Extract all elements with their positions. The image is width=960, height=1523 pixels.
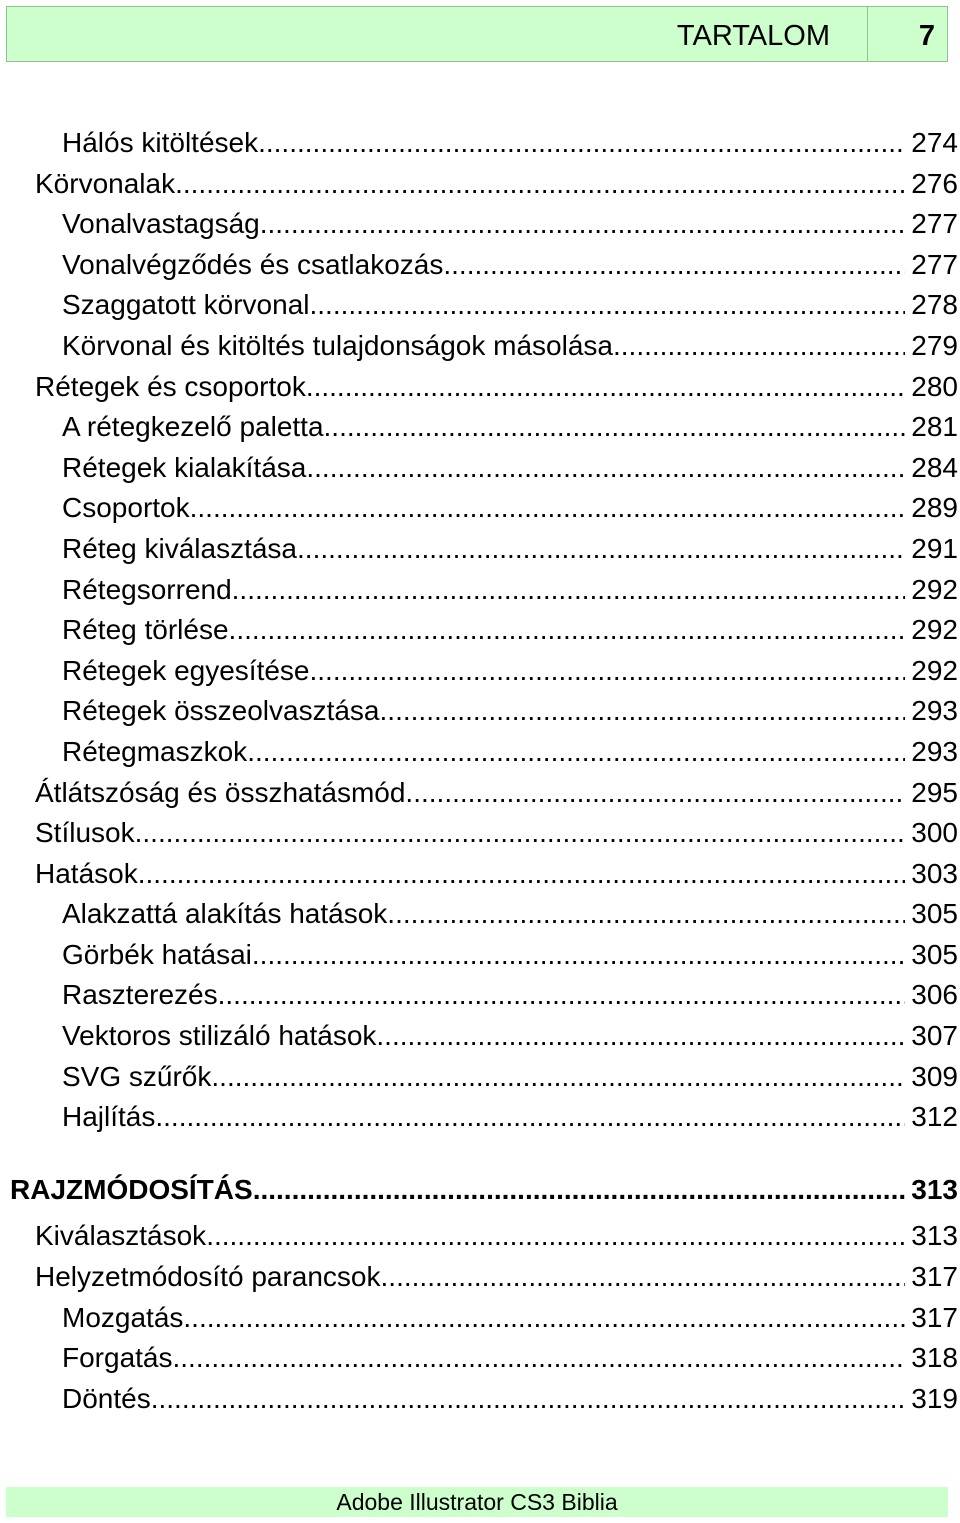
toc-entry-title: Helyzetmódosító parancsok — [35, 1261, 381, 1293]
toc-dot-leader — [206, 1216, 905, 1256]
toc-entry-title: Átlátszóság és összhatásmód — [35, 776, 406, 808]
toc-entry-page: 305 — [911, 898, 958, 930]
toc-subsection-entry[interactable] — [0, 1338, 958, 1379]
toc-subsection-entry[interactable] — [0, 204, 958, 245]
toc-entry-page: 317 — [911, 1261, 958, 1293]
toc-entry-title: Vonalvégződés és csatlakozás — [62, 248, 444, 280]
toc-entry-page: 307 — [911, 1020, 958, 1052]
toc-entry-page: 289 — [911, 492, 958, 524]
toc-entry-title: Rétegsorrend — [62, 573, 232, 605]
footer-text: Adobe Illustrator CS3 Biblia — [336, 1489, 618, 1515]
toc-entry-page: 277 — [911, 248, 958, 280]
toc-entry-page: 313 — [911, 1220, 958, 1252]
toc-entry-title: Körvonalak — [35, 167, 176, 199]
toc-section-entry[interactable] — [0, 773, 958, 814]
toc-entry-title: Rétegek összeolvasztása — [62, 695, 380, 727]
toc-dot-leader — [297, 529, 905, 569]
toc-entry-title: Raszterezés — [62, 979, 218, 1011]
toc-dot-leader — [211, 1057, 905, 1097]
page-footer — [6, 1487, 948, 1517]
toc-dot-leader — [306, 448, 905, 488]
toc-entry-title: Vektoros stilizáló hatások — [62, 1020, 377, 1052]
toc-subsection-entry[interactable] — [0, 1298, 958, 1339]
toc-entry-title: Körvonal és kitöltés tulajdonságok másolása — [62, 329, 613, 361]
page-header — [6, 6, 948, 62]
toc-section-entry[interactable] — [0, 367, 958, 408]
toc-subsection-entry[interactable] — [0, 1097, 958, 1138]
toc-entry-page: 292 — [911, 573, 958, 605]
toc-entry-page: 317 — [911, 1301, 958, 1333]
toc-subsection-entry[interactable] — [0, 1057, 958, 1098]
toc-subsection-entry[interactable] — [0, 407, 958, 448]
toc-entry-page: 313 — [911, 1173, 958, 1205]
toc-subsection-entry[interactable] — [0, 935, 958, 976]
toc-entry-title: RAJZMÓDOSÍTÁS — [10, 1173, 253, 1205]
toc-dot-leader — [175, 164, 905, 204]
toc-section-entry[interactable] — [0, 1216, 958, 1257]
toc-entry-page: 293 — [911, 695, 958, 727]
toc-subsection-entry[interactable] — [0, 326, 958, 367]
toc-dot-leader — [306, 367, 905, 407]
toc-subsection-entry[interactable] — [0, 975, 958, 1016]
table-of-contents — [0, 123, 960, 1419]
toc-section-entry[interactable] — [0, 164, 958, 205]
toc-entry-title: Szaggatott körvonal — [62, 289, 310, 321]
toc-entry-page: 276 — [911, 167, 958, 199]
toc-dot-leader — [381, 1257, 906, 1297]
header-divider — [867, 7, 868, 61]
toc-entry-title: Rétegek egyesítése — [62, 654, 310, 686]
toc-entry-page: 303 — [911, 857, 958, 889]
toc-section-entry[interactable] — [0, 1257, 958, 1298]
toc-entry-page: 292 — [911, 654, 958, 686]
toc-entry-title: Döntés — [62, 1382, 151, 1414]
toc-dot-leader — [613, 326, 905, 366]
toc-entry-page: 318 — [911, 1342, 958, 1374]
toc-entry-page: 293 — [911, 735, 958, 767]
toc-subsection-entry[interactable] — [0, 570, 958, 611]
toc-subsection-entry[interactable] — [0, 285, 958, 326]
toc-entry-page: 295 — [911, 776, 958, 808]
toc-entry-page: 306 — [911, 979, 958, 1011]
header-title: TARTALOM — [676, 20, 830, 52]
toc-entry-page: 280 — [911, 370, 958, 402]
toc-entry-page: 319 — [911, 1382, 958, 1414]
toc-entry-title: Csoportok — [62, 492, 190, 524]
toc-dot-leader — [260, 204, 906, 244]
toc-entry-page: 292 — [911, 614, 958, 646]
toc-dot-leader — [387, 894, 905, 934]
toc-dot-leader — [405, 773, 905, 813]
toc-subsection-entry[interactable] — [0, 123, 958, 164]
toc-subsection-entry[interactable] — [0, 245, 958, 286]
toc-dot-leader — [310, 285, 906, 325]
toc-dot-leader — [324, 407, 906, 447]
toc-subsection-entry[interactable] — [0, 651, 958, 692]
toc-entry-title: Kiválasztások — [35, 1220, 207, 1252]
toc-entry-title: Hajlítás — [62, 1101, 156, 1133]
toc-chapter-entry[interactable] — [0, 1170, 958, 1211]
toc-entry-title: SVG szűrők — [62, 1060, 212, 1092]
toc-entry-title: Rétegmaszkok — [62, 735, 248, 767]
toc-entry-page: 309 — [911, 1060, 958, 1092]
toc-entry-page: 300 — [911, 817, 958, 849]
toc-entry-page: 279 — [911, 329, 958, 361]
toc-entry-title: A rétegkezelő paletta — [62, 411, 324, 443]
toc-dot-leader — [183, 1298, 905, 1338]
toc-dot-leader — [135, 813, 906, 853]
toc-entry-title: Görbék hatásai — [62, 938, 252, 970]
toc-entry-title: Alakzattá alakítás hatások — [62, 898, 388, 930]
toc-dot-leader — [252, 935, 905, 975]
toc-subsection-entry[interactable] — [0, 894, 958, 935]
toc-dot-leader — [232, 570, 906, 610]
toc-dot-leader — [190, 488, 906, 528]
toc-entry-title: Rétegek kialakítása — [62, 451, 307, 483]
toc-dot-leader — [155, 1097, 905, 1137]
toc-dot-leader — [229, 610, 906, 650]
toc-dot-leader — [173, 1338, 906, 1378]
toc-entry-title: Stílusok — [35, 817, 135, 849]
toc-subsection-entry[interactable] — [0, 488, 958, 529]
toc-subsection-entry[interactable] — [0, 691, 958, 732]
toc-dot-leader — [443, 245, 905, 285]
toc-entry-title: Vonalvastagság — [62, 208, 260, 240]
toc-dot-leader — [253, 1170, 906, 1210]
toc-subsection-entry[interactable] — [0, 448, 958, 489]
toc-dot-leader — [247, 732, 905, 772]
header-page-number: 7 — [918, 20, 935, 52]
toc-entry-title: Forgatás — [62, 1342, 173, 1374]
toc-subsection-entry[interactable] — [0, 610, 958, 651]
toc-entry-title: Rétegek és csoportok — [35, 370, 306, 402]
toc-dot-leader — [258, 123, 905, 163]
toc-section-entry[interactable] — [0, 813, 958, 854]
toc-dot-leader — [376, 1016, 905, 1056]
toc-entry-title: Hálós kitöltések — [62, 127, 259, 158]
toc-subsection-entry[interactable] — [0, 529, 958, 570]
toc-entry-title: Mozgatás — [62, 1301, 184, 1333]
toc-entry-page: 312 — [911, 1101, 958, 1133]
toc-entry-page: 281 — [911, 411, 958, 443]
toc-entry-page: 278 — [911, 289, 958, 321]
toc-entry-page: 305 — [911, 938, 958, 970]
toc-dot-leader — [151, 1379, 906, 1419]
toc-dot-leader — [138, 854, 906, 894]
toc-entry-title: Réteg kiválasztása — [62, 532, 298, 564]
toc-entry-page: 277 — [911, 208, 958, 240]
toc-dot-leader — [310, 651, 906, 691]
toc-entry-title: Réteg törlése — [62, 614, 229, 646]
toc-entry-page: 291 — [911, 532, 958, 564]
toc-entry-page: 274 — [911, 127, 958, 158]
toc-dot-leader — [218, 975, 906, 1015]
toc-subsection-entry[interactable] — [0, 732, 958, 773]
toc-subsection-entry[interactable] — [0, 1016, 958, 1057]
toc-subsection-entry[interactable] — [0, 1379, 958, 1420]
toc-dot-leader — [380, 691, 906, 731]
toc-section-entry[interactable] — [0, 854, 958, 895]
toc-entry-page: 284 — [911, 451, 958, 483]
toc-entry-title: Hatások — [35, 857, 138, 889]
